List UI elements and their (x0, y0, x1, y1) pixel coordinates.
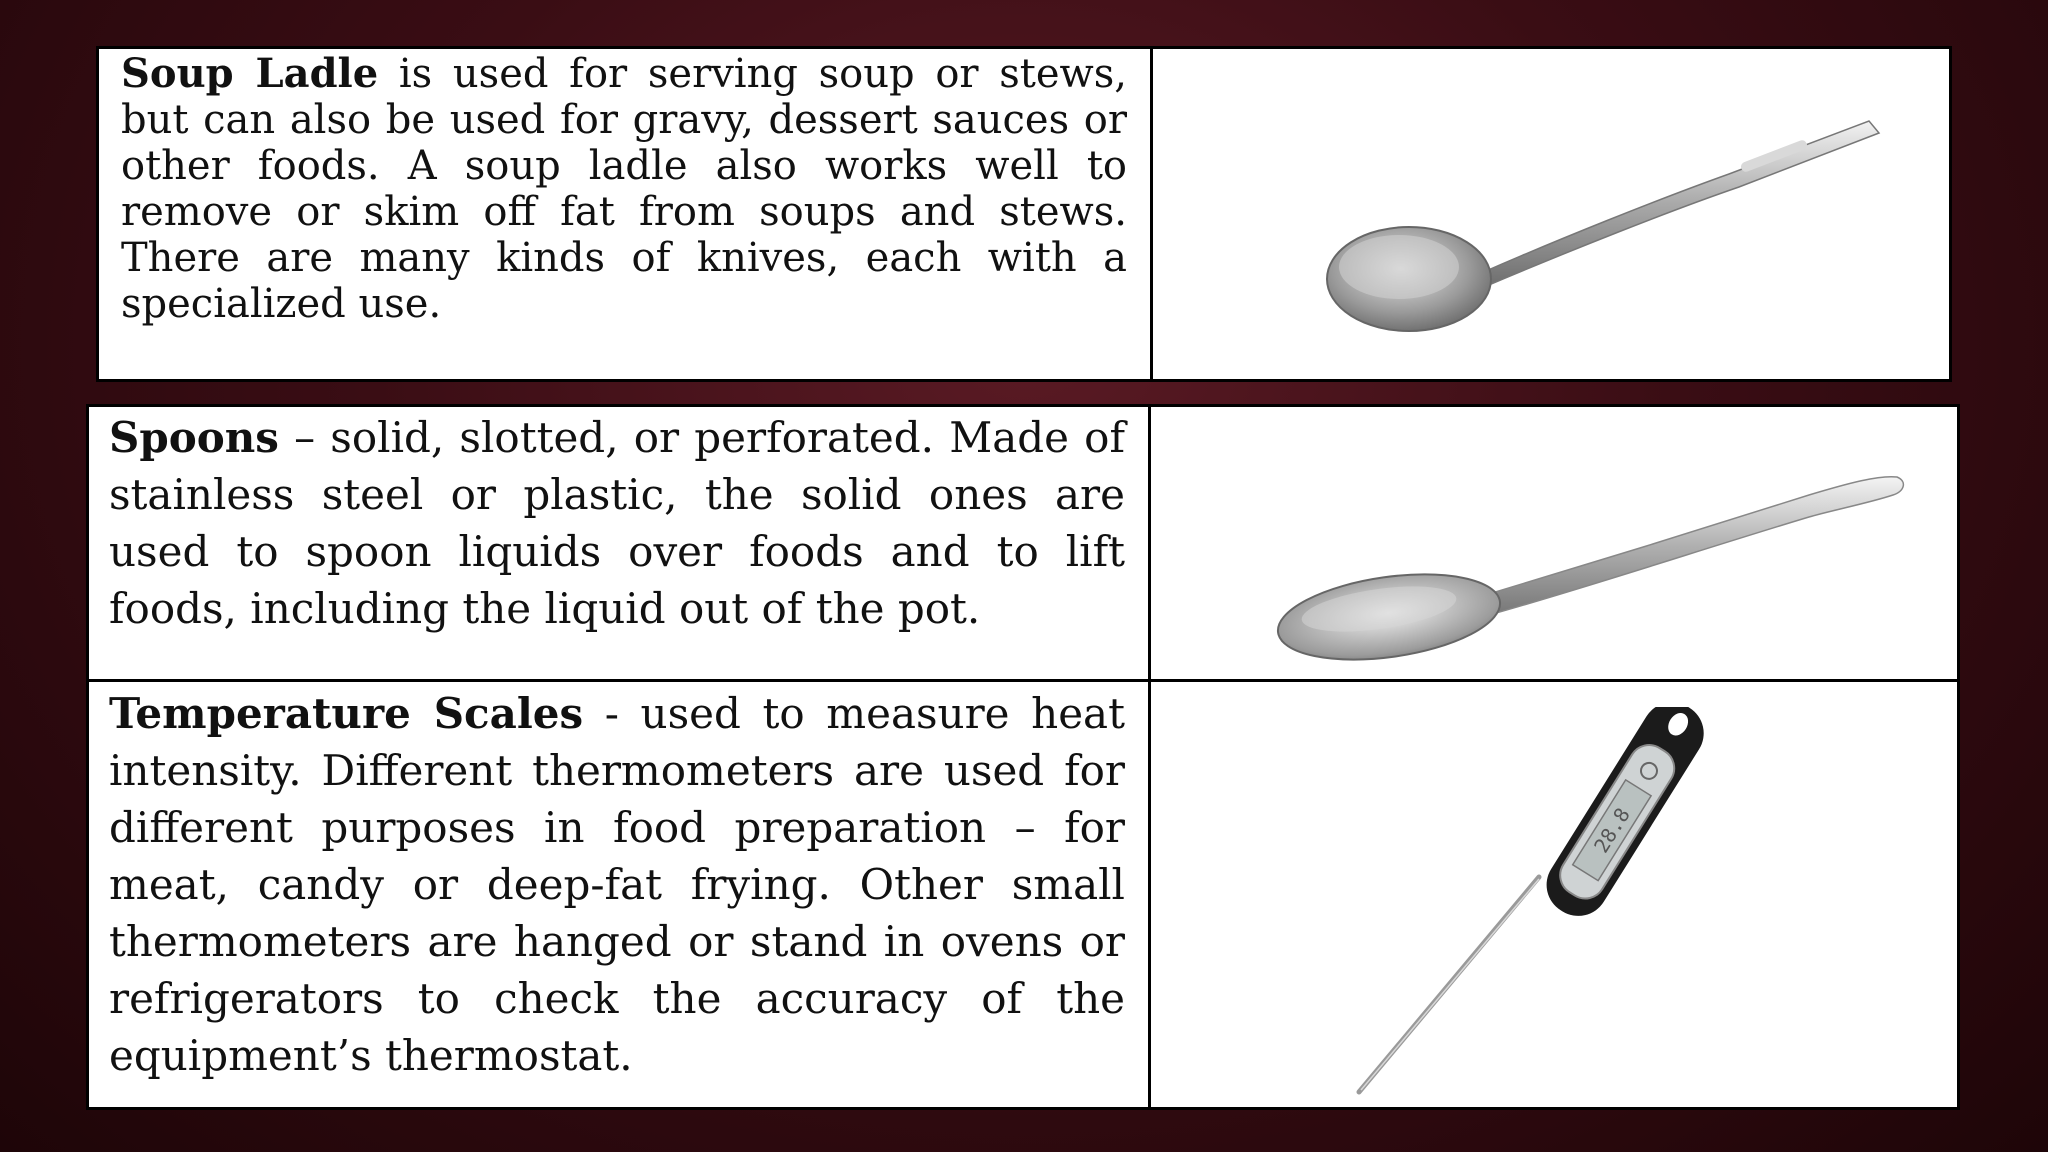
soup-ladle-text (121, 51, 1127, 327)
soup-ladle-description: is used for serving soup or stews, but can also be used for gravy, dessert sauces or other foods. A soup ladle also works well to remove or skim off fat from soups and stews. There are many kinds of knives, each with a specialized use. (121, 51, 1127, 327)
soup-ladle-term: Soup Ladle (121, 50, 379, 97)
column-divider (1148, 407, 1151, 1107)
column-divider (1150, 49, 1153, 379)
spoons-thermometer-table (86, 404, 1960, 1110)
spoon-icon (1229, 447, 1949, 667)
temperature-scales-term: Temperature Scales (109, 689, 584, 738)
spoons-description: – solid, slotted, or perforated. Made of stainless steel or plastic, the solid ones are used to spoon liquids over foods and to lift foods, including the liquid out of the pot. (109, 413, 1125, 633)
ladle-icon (1259, 89, 1919, 349)
row-divider (89, 679, 1957, 682)
thermometer-icon (1289, 707, 1849, 1107)
spoons-term: Spoons (109, 413, 279, 462)
temperature-scales-description: - used to measure heat intensity. Different thermometers are used for different purposes in food preparation – for meat, candy or deep-fat frying. Other small thermometers are hanged or stand in ovens or refrigerators to check the accuracy of the equipment’s thermostat. (109, 689, 1125, 1080)
temperature-scales-text (109, 685, 1125, 1084)
spoons-text (109, 409, 1125, 637)
soup-ladle-row (96, 46, 1952, 382)
thermometer-reading: 28.8 (1588, 803, 1635, 858)
